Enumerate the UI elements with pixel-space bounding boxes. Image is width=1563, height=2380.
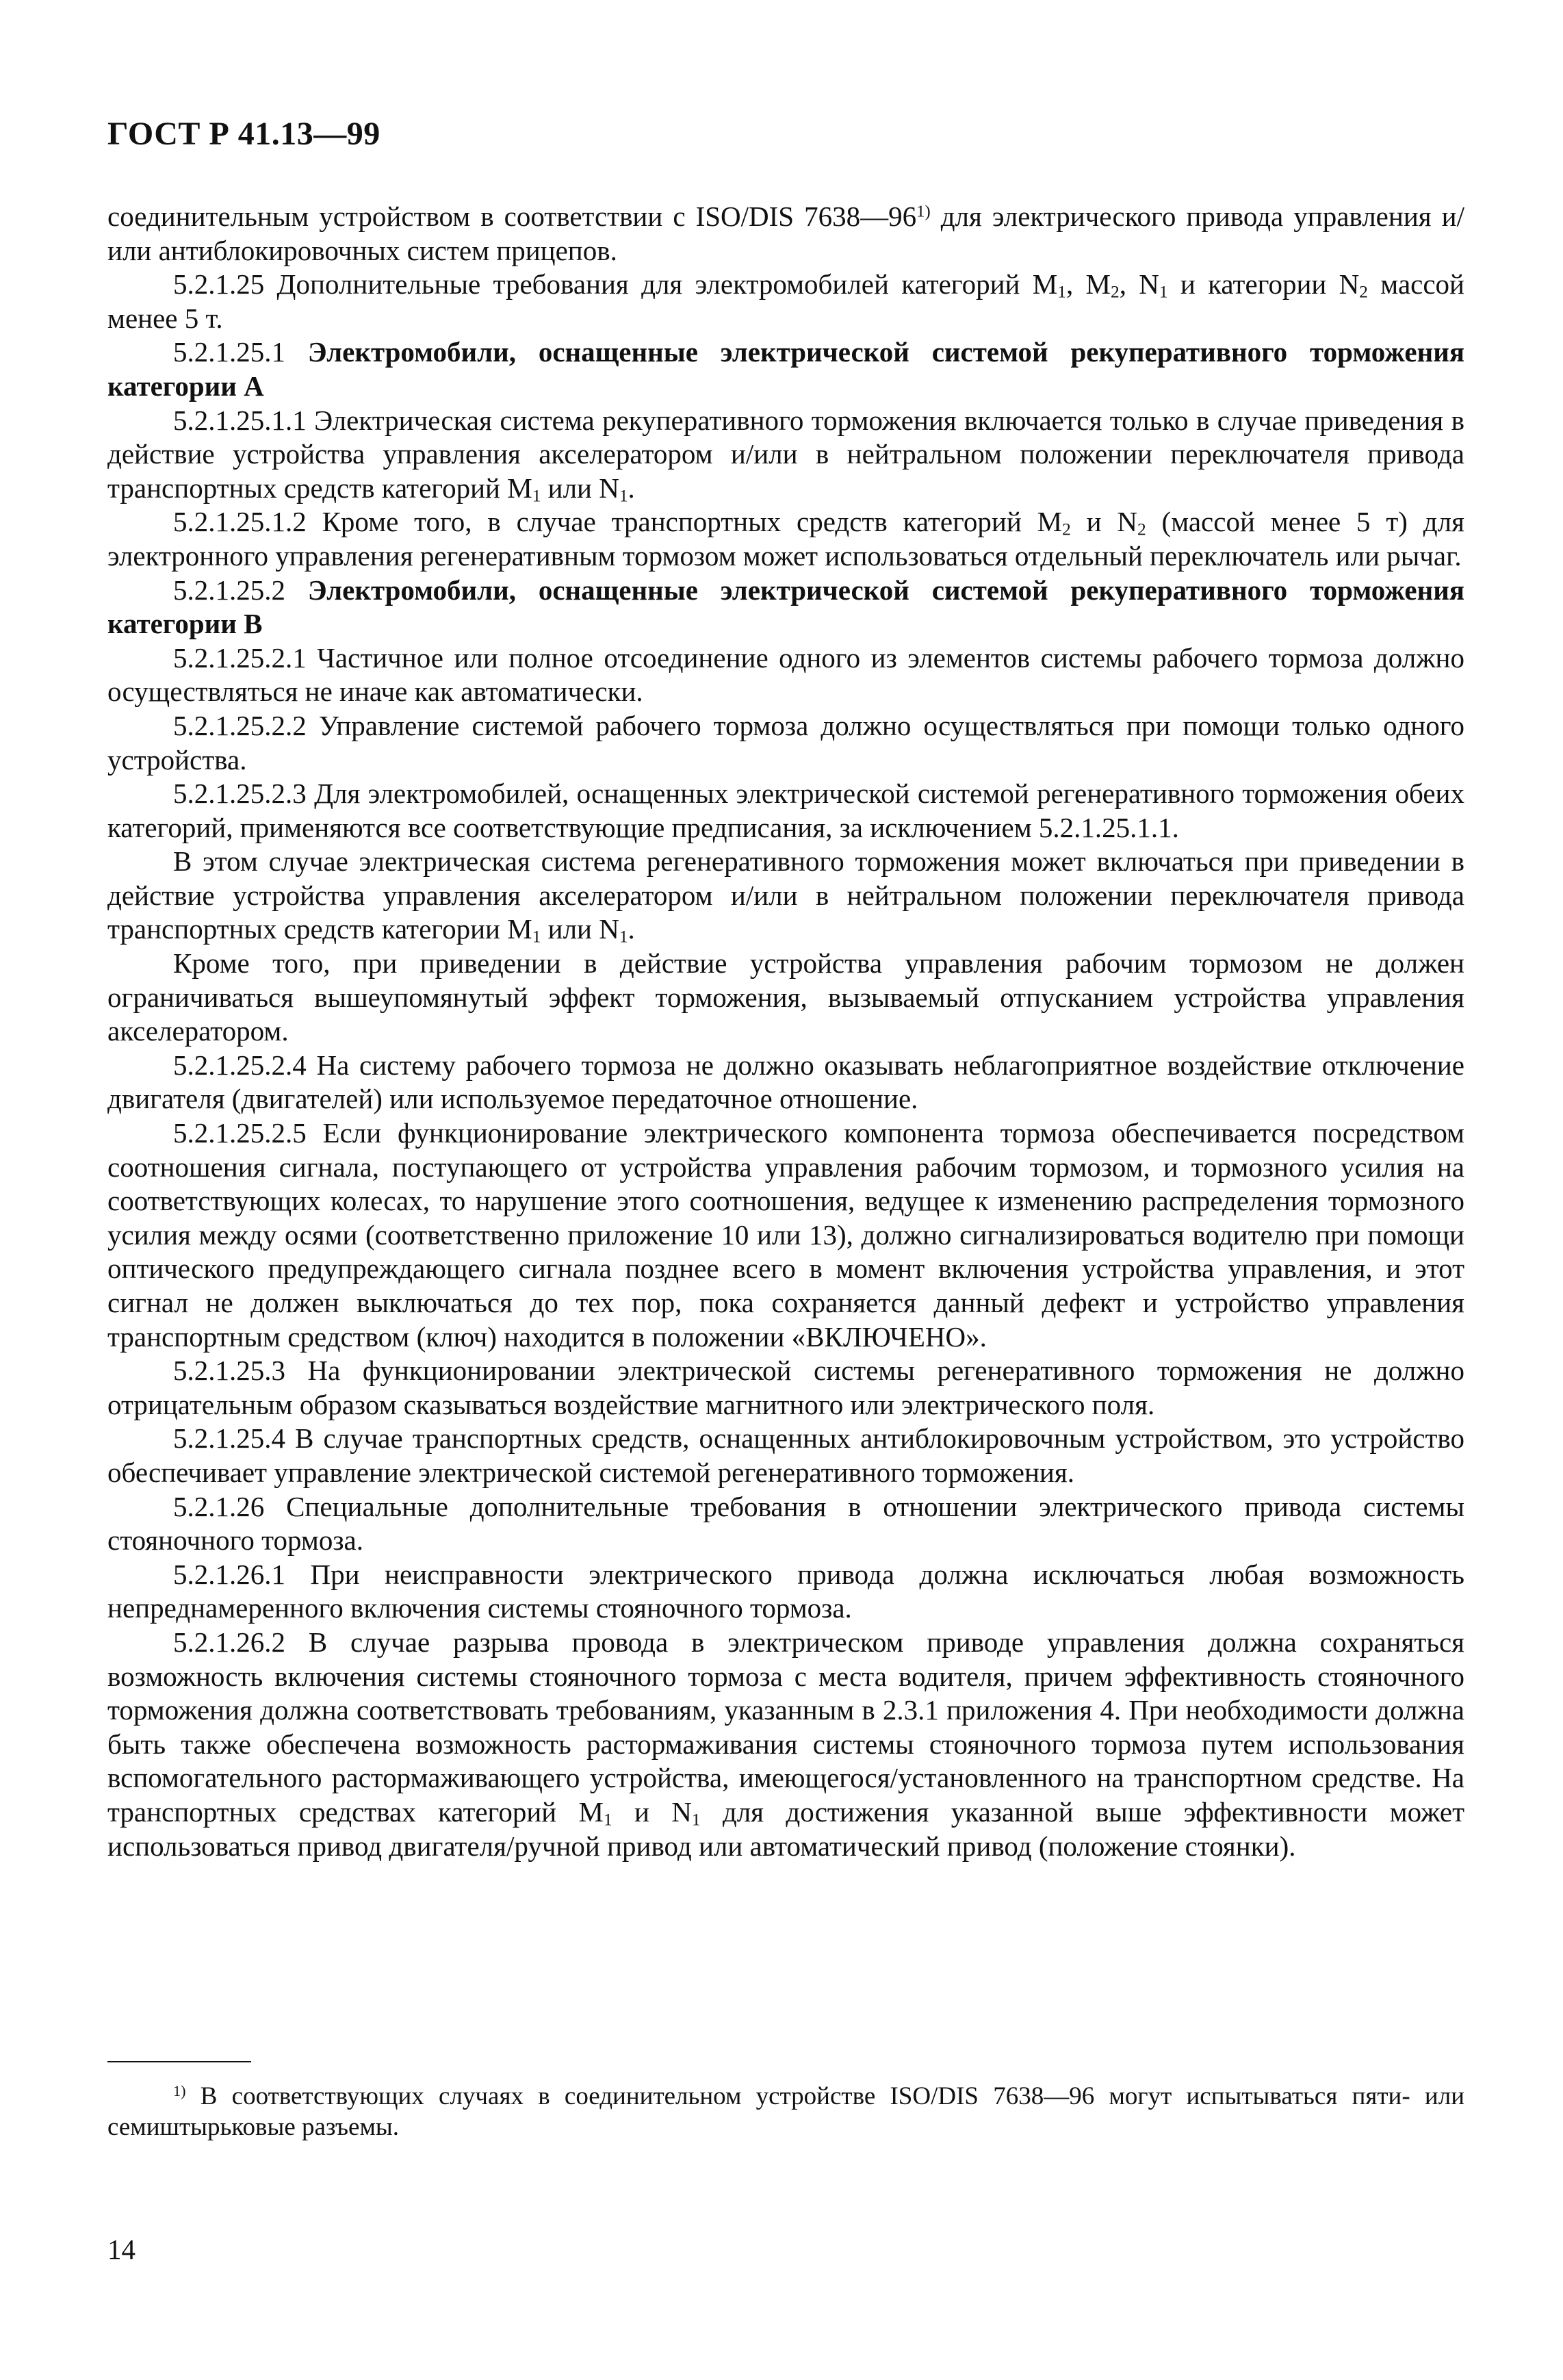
paragraph: 5.2.1.26.1 При неисправности электрического привода должна исключаться любая возможность непреднамеренного включения системы стояночного тормоза. bbox=[107, 1558, 1464, 1624]
paragraph: 5.2.1.25 Дополнительные требования для электромобилей категорий $M_1$, $M_2$, $N_1$ и категории $N_2$ массой менее 5 т. bbox=[107, 268, 1464, 334]
paragraph: 5.2.1.25.2.5 Если функционирование электрического компонента тормоза обеспечивается посредством соотношения сигнала, поступающего от устройства управления рабочим тормозом, и тормозного усилия на соответствующих колесах, то нарушение этого соотношения, ведущее к изменению распределения тормозного усилия между осями (соответственно приложение 10 или 13), должно сигнализироваться водителю при помощи оптического предупреждающего сигнала позднее всего в момент включения устройства управления, и этот сигнал не должен выключаться до тех пор, пока сохраняется данный дефект и устройство управления транспортным средством (ключ) находится в положении «ВКЛЮЧЕНО». bbox=[107, 1117, 1464, 1353]
paragraph: 5.2.1.26 Специальные дополнительные требования в отношении электрического привода системы стояночного тормоза. bbox=[107, 1490, 1464, 1557]
page-number: 14 bbox=[107, 2234, 135, 2265]
body-text bbox=[107, 200, 1464, 1863]
footnote-ref[interactable]: 1) bbox=[916, 202, 931, 221]
footnote-text: В соответствующих случаях в соединительном устройстве ISO/DIS 7638—96 могут испытываться пяти- или семиштырьковые разъемы. bbox=[107, 2082, 1464, 2141]
footnote-marker: 1) bbox=[173, 2082, 186, 2099]
section-heading: 5.2.1.25.1 Электромобили, оснащенные электрической системой рекуперативного торможения категории А bbox=[107, 336, 1464, 402]
paragraph: 5.2.1.25.4 В случае транспортных средств, оснащенных антиблокировочным устройством, это устройство обеспечивает управление электрической системой регенеративного торможения. bbox=[107, 1422, 1464, 1488]
paragraph: 5.2.1.25.2.2 Управление системой рабочего тормоза должно осуществляться при помощи только одного устройства. bbox=[107, 709, 1464, 776]
paragraph: соединительным устройством в соответствии с ISO/DIS 7638—96$^{1)}$ для электрического привода управления и/или антиблокировочных систем прицепов. bbox=[107, 201, 1464, 266]
paragraph: 5.2.1.25.2.1 Частичное или полное отсоединение одного из элементов системы рабочего тормоза должно осуществляться не иначе как автоматически. bbox=[107, 641, 1464, 708]
paragraph: 5.2.1.25.2.3 Для электромобилей, оснащенных электрической системой регенеративного торможения обеих категорий, применяются все соответствующие предписания, за исключением 5.2.1.25.1.1. bbox=[107, 778, 1464, 843]
footnote-divider bbox=[107, 2061, 251, 2062]
page-header: ГОСТ Р 41.13—99 bbox=[107, 116, 380, 152]
paragraph: 5.2.1.25.3 На функционировании электрической системы регенеративного торможения не должно отрицательным образом сказываться воздействие магнитного или электрического поля. bbox=[107, 1355, 1464, 1420]
paragraph: 5.2.1.25.2.4 На систему рабочего тормоза не должно оказывать неблагоприятное воздействие отключение двигателя (двигателей) или используемое передаточное отношение. bbox=[107, 1049, 1464, 1115]
paragraph: 5.2.1.25.1.1 Электрическая система рекуперативного торможения включается только в случае приведения в действие устройства управления акселератором и/или в нейтральном положении переключателя привода транспортных средств категорий $M_1$ или $N_1$. bbox=[107, 404, 1464, 506]
section-heading: 5.2.1.25.2 Электромобили, оснащенные электрической системой рекуперативного торможения категории B bbox=[107, 574, 1464, 640]
paragraph: 5.2.1.25.1.2 Кроме того, в случае транспортных средств категорий $M_2$ и $N_2$ (массой менее 5 т) для электронного управления регенеративным тормозом может использоваться отдельный переключатель или рычаг. bbox=[107, 506, 1464, 572]
paragraph: 5.2.1.26.2 В случае разрыва провода в электрическом приводе управления должна сохраняться возможность включения системы стояночного тормоза с места водителя, причем эффективность стояночного торможения должна соответствовать требованиям, указанным в 2.3.1 приложения 4. При необходимости должна быть также обеспечена возможность растормаживания системы стояночного тормоза путем использования вспомогательного растормаживающего устройства, имеющегося/установленного на транспортном средстве. На транспортных средствах категорий $M_1$ и $N_1$ для достижения указанной выше эффективности может использоваться привод двигателя/ручной привод или автоматический привод (положение стоянки). bbox=[107, 1626, 1464, 1862]
paragraph: В этом случае электрическая система регенеративного торможения может включаться при приведении в действие устройства управления акселератором и/или в нейтральном положении переключателя привода транспортных средств категории $M_1$ или $N_1$. bbox=[107, 845, 1464, 947]
footnote bbox=[107, 2081, 1464, 2142]
paragraph: Кроме того, при приведении в действие устройства управления рабочим тормозом не должен ограничиваться вышеупомянутый эффект торможения, вызываемый отпусканием устройства управления акселератором. bbox=[107, 947, 1464, 1047]
